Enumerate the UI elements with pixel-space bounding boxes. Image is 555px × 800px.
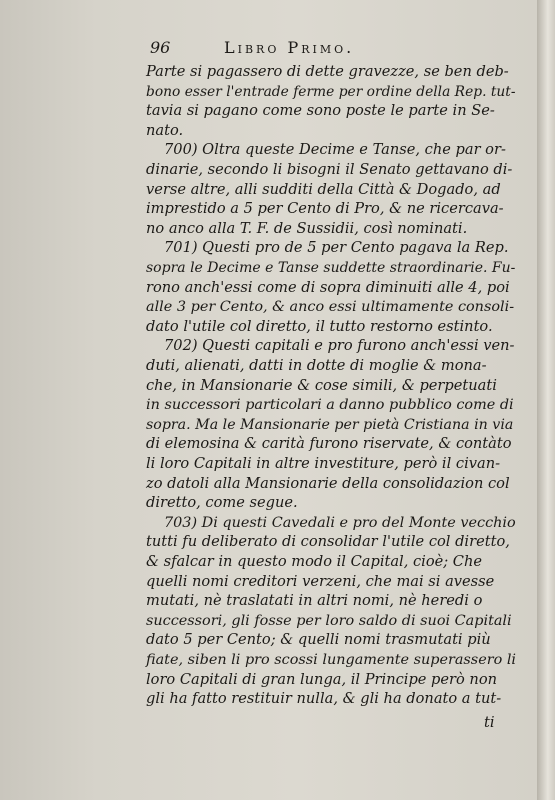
page-edge [537,0,555,800]
page-header [146,38,516,60]
text-line: tavia si pagano come sono poste le parte in Se- [146,102,495,120]
text-line: dato l'utile col diretto, il tutto restorno estinto. [146,317,493,335]
page-number: 96 [150,38,171,57]
text-line: & sfalcar in questo modo il Capital, cioè; Che [146,553,483,570]
text-line: verse altre, alli sudditi della Città & Dogado, ad [146,180,501,198]
text-line: zo datoli alla Mansionarie della consolidazion col [146,474,510,492]
text-line: sopra le Decime e Tanse suddette straordinarie. Fu- [146,260,516,276]
text-line: rono anch'essi come di sopra diminuiti alle 4, poi [146,278,510,296]
text-line: no anco alla T. F. de Sussidii, così nominati. [146,219,468,237]
text-line: tutti fu deliberato di consolidar l'utile col diretto, [146,533,510,551]
text-line: quelli nomi creditori verzeni, che mai si avesse [146,572,495,590]
text-line: sopra. Ma le Mansionarie per pietà Cristiana in via [146,416,514,433]
catchword: ti [484,714,495,731]
text-line: mutati, nè traslatati in altri nomi, nè heredi o [146,592,483,610]
text-line: duti, alienati, datti in dotte di moglie & mona- [146,357,487,374]
text-line: nato. [146,121,184,139]
text-line: Parte si pagassero di dette gravezze, se ben deb- [146,63,509,80]
text-line: 702) Questi capitali e pro furono anch'essi ven- [164,337,515,355]
text-line: fiate, siben li pro scossi lungamente superassero li [146,652,517,668]
text-line: dato 5 per Cento; & quelli nomi trasmutati più [146,631,491,649]
text-line: loro Capitali di gran lunga, il Principe però non [146,670,498,688]
text-line: in successori particolari a danno pubblico come di [146,397,514,414]
text-line: gli ha fatto restituir nulla, & gli ha donato a tut- [146,690,502,708]
text-line: di elemosina & carità furono riservate, & contàto [146,435,512,453]
text-line: 700) Oltra queste Decime e Tanse, che par or- [164,141,506,159]
text-line: diretto, come segue. [146,494,298,512]
text-line: 701) Questi pro de 5 per Cento pagava la Rep. [164,239,509,257]
text-line: che, in Mansionarie & cose simili, & perpetuati [146,376,497,394]
text-line: bono esser l'entrade ferme per ordine della Rep. tut- [146,83,516,100]
text-line: successori, gli fosse per loro saldo di suoi Capitali [146,612,512,629]
text-line: dinarie, secondo li bisogni il Senato gettavano di- [146,161,513,178]
text-line: alle 3 per Cento, & anco essi ultimamente consoli- [146,299,515,316]
running-head: Libro Primo. [224,38,355,57]
text-line: 703) Di questi Cavedali e pro del Monte vecchio [164,514,516,531]
text-line: li loro Capitali in altre investiture, però il civan- [146,455,501,472]
text-line: imprestido a 5 per Cento di Pro, & ne ricercava- [146,200,504,218]
